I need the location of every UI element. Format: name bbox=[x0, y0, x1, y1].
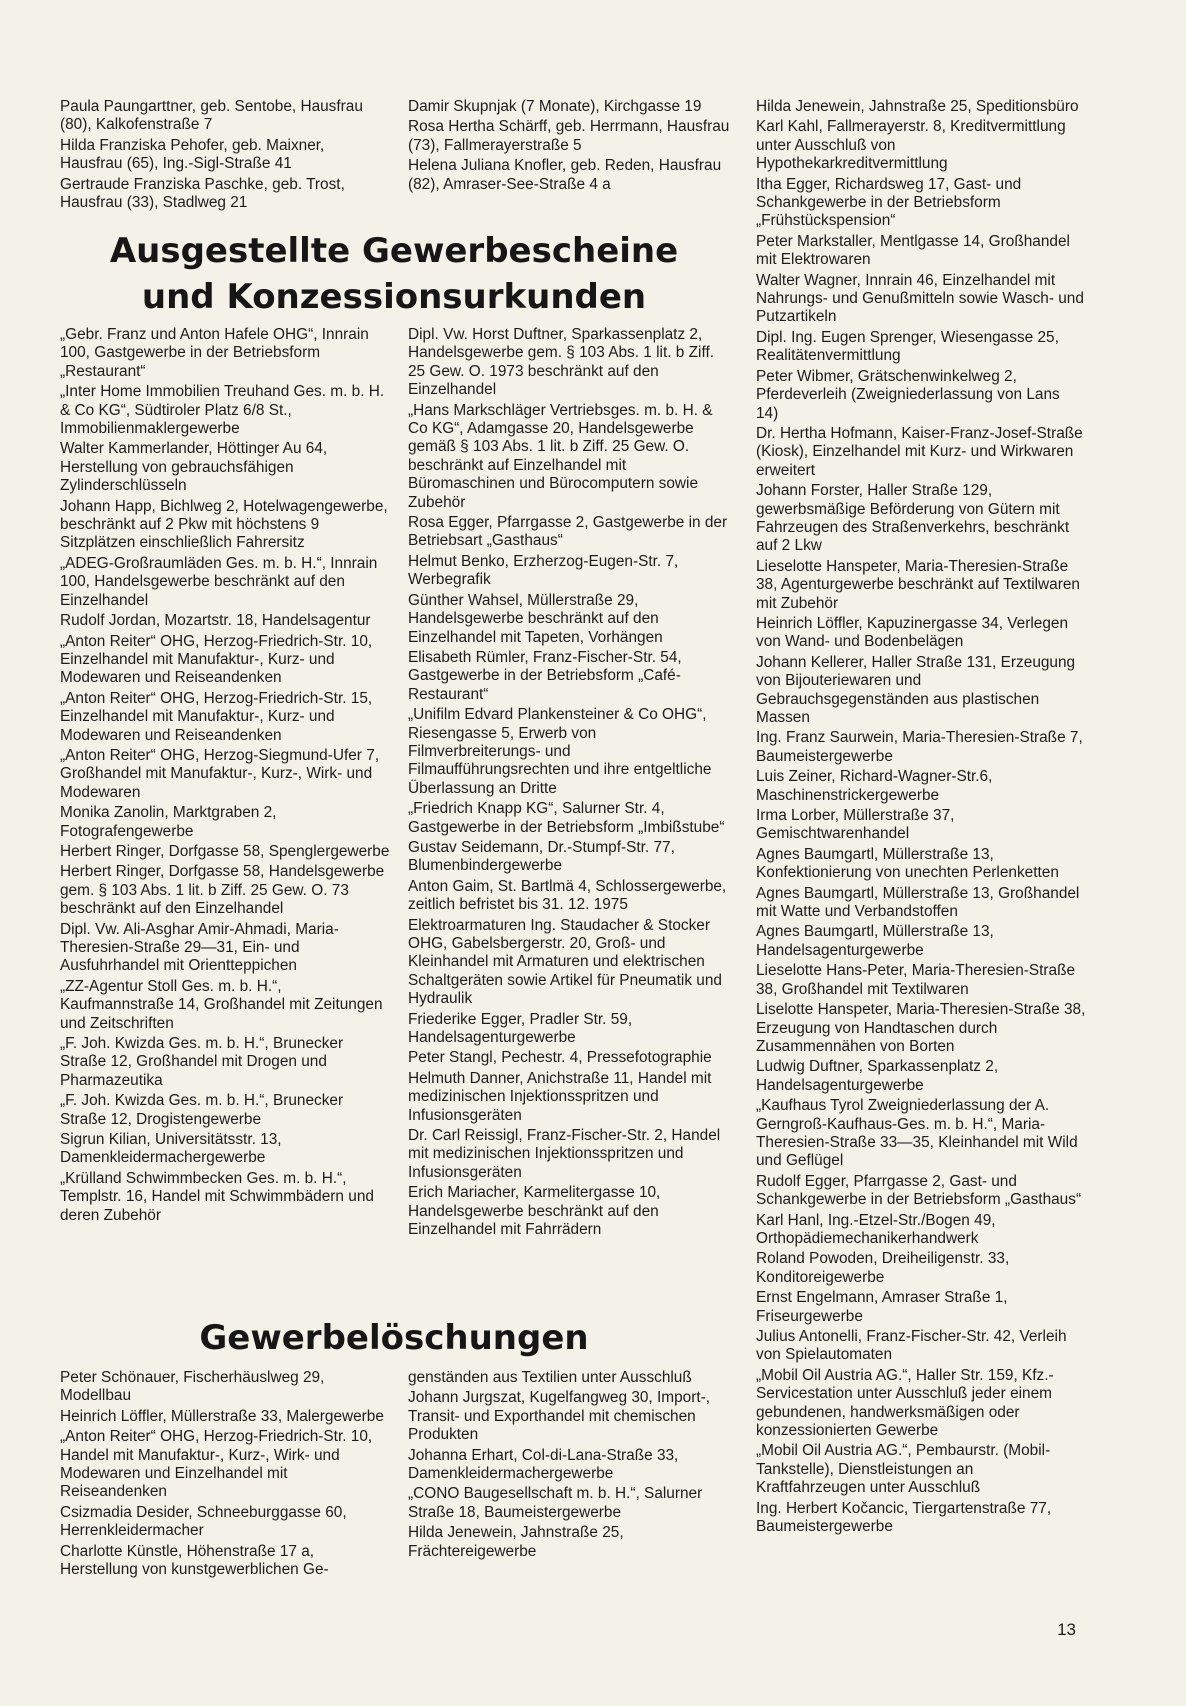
list-item: „Gebr. Franz und Anton Hafele OHG“, Innrain 100, Gastgewerbe in der Betriebsform „Restaurant“ bbox=[60, 326, 369, 380]
list-item: Johann Jurgszat, Kugelfangweg 30, Import-, Transit- und Exporthandel mit chemischen Produkten bbox=[408, 1389, 711, 1444]
list-item: Johann Kellerer, Haller Straße 131, Erzeugung von Bijouteriewaren und Gebrauchsgegenständen aus plastischen Massen bbox=[756, 653, 1076, 726]
deletions-column-2 bbox=[408, 1369, 730, 1563]
list-item: Ludwig Duftner, Sparkassenplatz 2, Handelsagenturgewerbe bbox=[756, 1058, 999, 1094]
list-item: „Mobil Oil Austria AG.“, Pembaurstr. (Mobil-Tankstelle), Dienstleistungen an Kraftfahrzeugen unter Ausschluß bbox=[756, 1442, 1051, 1497]
list-item: Sigrun Kilian, Universitätsstr. 13, Damenkleidermachergewerbe bbox=[60, 1131, 282, 1167]
list-item: Roland Powoden, Dreiheiligenstr. 33, Konditoreigewerbe bbox=[756, 1250, 1010, 1286]
list-item: Csizmadia Desider, Schneeburggasse 60, Herrenkleidermacher bbox=[60, 1503, 347, 1540]
list-item: Helmuth Danner, Anichstraße 11, Handel mit medizinischen Injektionsspritzen und Infusionsgeräten bbox=[408, 1069, 712, 1124]
list-item: „Anton Reiter“ OHG, Herzog-Friedrich-Str. 15, Einzelhandel mit Manufaktur-, Kurz- und Modewaren und Reiseandenken bbox=[60, 689, 373, 744]
list-item: Paula Paungarttner, geb. Sentobe, Hausfrau (80), Kalkofenstraße 7 bbox=[60, 98, 363, 134]
list-item: Johann Forster, Haller Straße 129, gewerbsmäßige Beförderung von Gütern mit Fahrzeugen des Straßenverkehrs, beschränkt auf 2 Lkw bbox=[756, 482, 1070, 555]
list-item: Peter Markstaller, Mentlgasse 14, Großhandel mit Elektrowaren bbox=[756, 232, 1070, 269]
section-title-deletions: Gewerbelöschungen bbox=[199, 1318, 589, 1358]
list-item: Ing. Franz Saurwein, Maria-Theresien-Straße 7, Baumeistergewerbe bbox=[756, 729, 1083, 765]
list-item: Rudolf Jordan, Mozartstr. 18, Handelsagentur bbox=[60, 612, 371, 630]
list-item: Luis Zeiner, Richard-Wagner-Str.6, Maschinenstrickergewerbe bbox=[756, 768, 993, 804]
issued-column-2 bbox=[408, 326, 730, 1242]
list-item: Peter Wibmer, Grätschenwinkelweg 2, Pferdeverleih (Zweigniederlassung von Lans 14) bbox=[756, 367, 1060, 422]
list-item: Dr. Hertha Hofmann, Kaiser-Franz-Josef-Straße (Kiosk), Einzelhandel mit Kurz- und Wirkwaren erweitert bbox=[756, 424, 1083, 479]
list-item: „ADEG-Großraumläden Ges. m. b. H.“, Innrain 100, Handelsgewerbe beschränkt auf den Einzelhandel bbox=[60, 554, 378, 609]
list-item: Elisabeth Rümler, Franz-Fischer-Str. 54, Gastgewerbe in der Betriebsform „Café-Restaurant“ bbox=[408, 648, 682, 703]
list-item: „Anton Reiter“ OHG, Herzog-Friedrich-Str. 10, Einzelhandel mit Manufaktur-, Kurz- und Modewaren und Reiseandenken bbox=[60, 632, 373, 687]
list-item: „Mobil Oil Austria AG.“, Haller Str. 159, Kfz.-Servicestation unter Ausschluß jeder einem gebundenen, handwerksmäßigen oder konzessionierten Gewerbe bbox=[756, 1366, 1054, 1440]
right-column bbox=[756, 98, 1086, 1538]
list-item: Itha Egger, Richardsweg 17, Gast- und Schankgewerbe in der Betriebsform „Frühstückspension“ bbox=[756, 175, 1022, 230]
list-item: Herbert Ringer, Dorfgasse 58, Spenglergewerbe bbox=[60, 842, 390, 860]
list-item: Karl Kahl, Fallmerayerstr. 8, Kreditvermittlung unter Ausschluß von Hypothekarkreditvermittlung bbox=[756, 118, 1066, 173]
list-item: „CONO Baugesellschaft m. b. H.“, Salurner Straße 18, Baumeistergewerbe bbox=[408, 1485, 703, 1521]
list-item: Herbert Ringer, Dorfgasse 58, Handelsgewerbe gem. § 103 Abs. 1 lit. b Ziff. 25 Gew. O. 73 beschränkt auf den Einzelhandel bbox=[60, 863, 385, 918]
list-item: „Krülland Schwimmbecken Ges. m. b. H.“, Templstr. 16, Handel mit Schwimmbädern und deren Zubehör bbox=[60, 1169, 374, 1224]
list-item: Johanna Erhart, Col-di-Lana-Straße 33, Damenkleidermachergewerbe bbox=[408, 1446, 679, 1483]
top-column-1 bbox=[60, 98, 390, 214]
list-item: Agnes Baumgartl, Müllerstraße 13, Konfektionierung von unechten Perlenketten bbox=[756, 845, 1059, 882]
list-item: Karl Hanl, Ing.-Etzel-Str./Bogen 49, Orthopädiemechanikerhandwerk bbox=[756, 1211, 996, 1247]
list-item: Ernst Engelmann, Amraser Straße 1, Friseurgewerbe bbox=[756, 1289, 1008, 1325]
list-item: Damir Skupnjak (7 Monate), Kirchgasse 19 bbox=[408, 98, 702, 115]
list-item: „Anton Reiter“ OHG, Herzog-Friedrich-Str. 10, Handel mit Manufaktur-, Kurz-, Wirk- und Modewaren und Einzelhandel mit Reiseandenken bbox=[60, 1428, 373, 1501]
list-item: Irma Lorber, Müllerstraße 37, Gemischtwarenhandel bbox=[756, 807, 955, 843]
list-item: Johann Happ, Bichlweg 2, Hotelwagengewerbe, beschränkt auf 2 Pkw mit höchstens 9 Sitzplätzen einschließlich Fahrersitz bbox=[60, 497, 388, 552]
list-item: Rosa Hertha Schärff, geb. Herrmann, Hausfrau (73), Fallmerayerstraße 5 bbox=[408, 118, 730, 154]
list-item: „F. Joh. Kwizda Ges. m. b. H.“, Brunecker Straße 12, Großhandel mit Drogen und Pharmazeutika bbox=[60, 1035, 344, 1089]
list-item: Walter Wagner, Innrain 46, Einzelhandel mit Nahrungs- und Genußmitteln sowie Wasch- und Putzartikeln bbox=[756, 271, 1084, 326]
top-column-2 bbox=[408, 98, 730, 196]
list-item: „Inter Home Immobilien Treuhand Ges. m. b. H. & Co KG“, Südtiroler Platz 6/8 St., Immobilienmaklergewerbe bbox=[60, 383, 385, 438]
list-item: „Friedrich Knapp KG“, Salurner Str. 4, Gastgewerbe in der Betriebsform „Imbißstube“ bbox=[408, 800, 725, 836]
list-item: Julius Antonelli, Franz-Fischer-Str. 42, Verleih von Spielautomaten bbox=[756, 1328, 1067, 1364]
list-item: „Kaufhaus Tyrol Zweigniederlassung der A. Gerngroß-Kaufhaus-Ges. m. b. H.“, Maria-Theresien-Straße 33—35, Kleinhandel mit Wild und Geflügel bbox=[756, 1097, 1078, 1170]
list-item: Ing. Herbert Kočancic, Tiergartenstraße 77, Baumeistergewerbe bbox=[756, 1499, 1052, 1536]
list-item: Hilda Jenewein, Jahnstraße 25, Speditionsbüro bbox=[756, 98, 1079, 115]
list-item: Friederike Egger, Pradler Str. 59, Handelsagenturgewerbe bbox=[408, 1010, 633, 1047]
list-item: Hilda Jenewein, Jahnstraße 25, Frächtereigewerbe bbox=[408, 1524, 624, 1560]
issued-column-1 bbox=[60, 326, 390, 1227]
list-item: „Hans Markschläger Vertriebsges. m. b. H. & Co KG“, Adamgasse 20, Handelsgewerbe gemäß § 103 Abs. 1 lit. b Ziff. 25 Gew. O. beschränkt auf Einzelhandel mit Büromaschinen und Bürocomputern sowie Zubehör bbox=[408, 401, 713, 511]
list-item: „Anton Reiter“ OHG, Herzog-Siegmund-Ufer 7, Großhandel mit Manufaktur-, Kurz-, Wirk- und Modewaren bbox=[60, 746, 380, 801]
page-number: 13 bbox=[1057, 1620, 1076, 1639]
list-item: Agnes Baumgartl, Müllerstraße 13, Großhandel mit Watte und Verbandstoffen bbox=[756, 884, 1080, 921]
list-item: „F. Joh. Kwizda Ges. m. b. H.“, Brunecker Straße 12, Drogistengewerbe bbox=[60, 1092, 344, 1128]
list-item: Anton Gaim, St. Bartlmä 4, Schlossergewerbe, zeitlich befristet bis 31. 12. 1975 bbox=[408, 877, 727, 914]
list-item: Peter Stangl, Pechestr. 4, Pressefotographie bbox=[408, 1049, 712, 1067]
section-title-issued-licenses bbox=[60, 228, 728, 320]
list-item: genständen aus Textilien unter Ausschluß bbox=[408, 1369, 692, 1386]
list-item: Liselotte Hanspeter, Maria-Theresien-Straße 38, Erzeugung von Handtaschen durch Zusammennähen von Borten bbox=[756, 1001, 1086, 1055]
list-item: Dipl. Vw. Ali-Asghar Amir-Ahmadi, Maria-Theresien-Straße 29—31, Ein- und Ausfuhrhandel mit Orientteppichen bbox=[60, 920, 339, 975]
title-line-2: und Konzessionsurkunden bbox=[141, 277, 647, 317]
list-item: Erich Mariacher, Karmelitergasse 10, Handelsgewerbe beschränkt auf den Einzelhandel mit Fahrrädern bbox=[408, 1184, 661, 1239]
list-item: Lieselotte Hanspeter, Maria-Theresien-Straße 38, Agenturgewerbe beschränkt auf Textilwaren mit Zubehör bbox=[756, 557, 1080, 612]
list-item: Agnes Baumgartl, Müllerstraße 13, Handelsagenturgewerbe bbox=[756, 923, 994, 959]
list-item: Monika Zanolin, Marktgraben 2, Fotografengewerbe bbox=[60, 804, 277, 840]
deletions-column-1 bbox=[60, 1369, 390, 1581]
list-item: Dipl. Vw. Horst Duftner, Sparkassenplatz 2, Handelsgewerbe gem. § 103 Abs. 1 lit. b Ziff. 25 Gew. O. 1973 beschränkt auf den Einzelhandel bbox=[408, 326, 714, 399]
list-item: Dr. Carl Reissigl, Franz-Fischer-Str. 2, Handel mit medizinischen Injektionsspritzen und Infusionsgeräten bbox=[408, 1127, 721, 1181]
title-line-1: Ausgestellte Gewerbescheine bbox=[109, 231, 679, 271]
list-item: Walter Kammerlander, Höttinger Au 64, Herstellung von gebrauchsfähigen Zylinderschlüsseln bbox=[60, 440, 328, 495]
list-item: Gertraude Franziska Paschke, geb. Trost, Hausfrau (33), Stadlweg 21 bbox=[60, 175, 345, 212]
list-item: Charlotte Künstle, Höhenstraße 17 a, Herstellung von kunstgewerblichen Ge- bbox=[60, 1542, 329, 1579]
list-item: Rosa Egger, Pfarrgasse 2, Gastgewerbe in der Betriebsart „Gasthaus“ bbox=[408, 514, 728, 550]
list-item: „ZZ-Agentur Stoll Ges. m. b. H.“, Kaufmannstraße 14, Großhandel mit Zeitungen und Zeitschriften bbox=[60, 977, 383, 1032]
list-item: Helena Juliana Knofler, geb. Reden, Hausfrau (82), Amraser-See-Straße 4 a bbox=[408, 157, 722, 193]
list-item: Dipl. Ing. Eugen Sprenger, Wiesengasse 25, Realitätenvermittlung bbox=[756, 328, 1059, 365]
list-item: Peter Schönauer, Fischerhäuslweg 29, Modellbau bbox=[60, 1369, 325, 1405]
list-item: Lieselotte Hans-Peter, Maria-Theresien-Straße 38, Großhandel mit Textilwaren bbox=[756, 962, 1076, 998]
list-item: Elektroarmaturen Ing. Staudacher & Stocker OHG, Gabelsbergerstr. 20, Groß- und Kleinhandel mit Armaturen und elektrischen Schaltgeräten sowie Artikel für Pneumatik und Hydraulik bbox=[408, 916, 722, 1008]
list-item: Gustav Seidemann, Dr.-Stumpf-Str. 77, Blumenbindergewerbe bbox=[408, 838, 675, 875]
list-item: Hilda Franziska Pehofer, geb. Maixner, Hausfrau (65), Ing.-Sigl-Straße 41 bbox=[60, 136, 325, 173]
list-item: Helmut Benko, Erzherzog-Eugen-Str. 7, Werbegrafik bbox=[408, 552, 679, 589]
list-item: „Unifilm Edvard Plankensteiner & Co OHG“, Riesengasse 5, Erwerb von Filmverbreiterungs- und Filmaufführungsrechten und ihre entgeltliche Überlassung an Dritte bbox=[408, 706, 712, 797]
list-item: Heinrich Löffler, Kapuzinergasse 34, Verlegen von Wand- und Bodenbelägen bbox=[756, 614, 1069, 651]
list-item: Heinrich Löffler, Müllerstraße 33, Malergewerbe bbox=[60, 1407, 384, 1425]
list-item: Rudolf Egger, Pfarrgasse 2, Gast- und Schankgewerbe in der Betriebsform „Gasthaus“ bbox=[756, 1172, 1082, 1209]
list-item: Günther Wahsel, Müllerstraße 29, Handelsgewerbe beschränkt auf den Einzelhandel mit Tapeten, Vorhängen bbox=[408, 591, 663, 646]
